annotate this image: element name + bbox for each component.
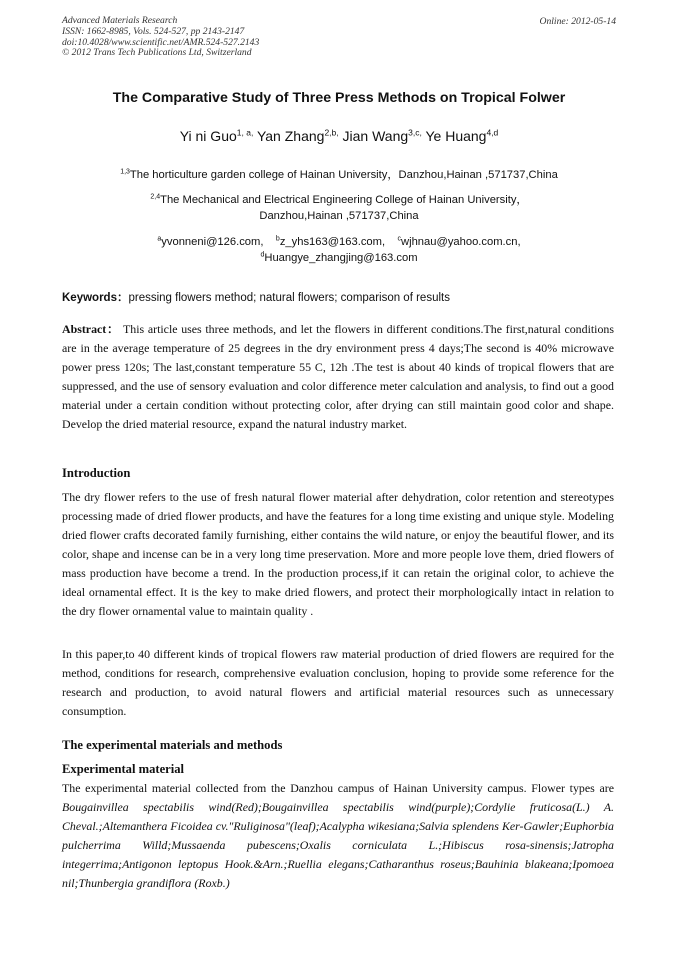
email-sup: b: [275, 235, 280, 243]
paper-title: The Comparative Study of Three Press Methods on Tropical Folwer: [112, 90, 566, 106]
email-sup: d: [260, 251, 265, 259]
author-sup: 4,d: [486, 127, 499, 138]
material-paragraph: [62, 779, 614, 893]
copyright-line: © 2012 Trans Tech Publications Ltd, Switzerland: [62, 47, 252, 59]
author-sup: 1, a,: [236, 127, 254, 138]
email-link[interactable]: yvonneni@126.com,: [161, 236, 264, 248]
email-sup: a: [157, 235, 162, 243]
material-text: The experimental material collected from the Danzhou campus of Hainan University campus. Flower types are: [62, 781, 614, 795]
affiliation-sup: 1,3: [120, 168, 130, 176]
author-name: Jian Wang: [342, 128, 409, 144]
keywords: [62, 289, 450, 305]
keywords-text: pressing flowers method; natural flowers; comparison of results: [128, 292, 450, 304]
author-sup: 2,b,: [324, 127, 339, 138]
journal-header: [62, 16, 259, 59]
author-sup: 3,c,: [408, 127, 422, 138]
journal-name: Advanced Materials Research: [62, 15, 178, 26]
affiliation-text-line2: Danzhou,Hainan ,571737,China: [259, 210, 419, 222]
species-list: Bougainvillea spectabilis wind(Red);Bougainvillea spectabilis wind(purple);Cordylie fruticosa(L.) A. Cheval.;Altemanthera Ficoidea cv."Ruliginosa"(leaf);Acalypha wikesiana;Salvia splendens Ker-Gawler;Euphorbia pulcherrima Willd;Mussaenda pubescens;Oxalis corniculata L.;Hibiscus rosa-sinensis;Jatropha integerrima;Antigonon leptopus Hook.&Arn.;Ruellia elegans;Catharanthus roseus;Bauhinia blakeana;Ipomoea nil;Thunbergia grandiflora (Roxb.): [62, 800, 614, 890]
subsection-heading-material: Experimental material: [62, 762, 185, 776]
affiliation-text: The Mechanical and Electrical Engineering College of Hainan University，: [160, 194, 528, 206]
online-date: Online: 2012-05-14: [539, 16, 616, 27]
author-list: [0, 128, 678, 144]
email-list: [0, 234, 678, 266]
issn-line: ISSN: 1662-8985, Vols. 524-527, pp 2143-2147: [62, 25, 245, 37]
email-link[interactable]: wjhnau@yahoo.com.cn,: [401, 236, 521, 248]
email-link[interactable]: Huangye_zhangjing@163.com: [264, 252, 418, 264]
section-heading-methods: The experimental materials and methods: [62, 738, 283, 752]
keywords-label: Keywords：: [62, 292, 129, 304]
affiliation-1: [0, 167, 678, 183]
introduction-paragraph-1: The dry flower refers to the use of fresh natural flower material after dehydration, color retention and stereotypes processing made of dried flower products, and have the features for a long time existing and unique style. Modeling dried flower crafts decorated family furnishing, either contains the wild nature, or enjoy the beautiful flower, and its color, shape and incense can be in a very long time preservation. More and more people love them, dried flowers of mass production have become a trend. In the production process,if it can retain the original color, to achieve the ideal ornamental effect. It is the key to make dried flowers, and protect their morphologically intact in relation to the dry flower ornamental value to maintain quality .: [62, 490, 614, 618]
affiliation-2: [0, 192, 678, 224]
abstract-label: Abstract：: [62, 322, 120, 336]
section-heading-introduction: Introduction: [62, 466, 131, 480]
doi-line: doi:10.4028/www.scientific.net/AMR.524-527.2143: [62, 36, 260, 48]
email-link[interactable]: z_yhs163@163.com,: [279, 236, 386, 248]
affiliation-sup: 2,4: [150, 193, 161, 201]
author-name: Yi ni Guo: [179, 128, 237, 144]
abstract: [62, 320, 614, 434]
author-name: Yan Zhang: [256, 128, 325, 144]
abstract-text: This article uses three methods, and let the flowers in different conditions.The first,natural conditions are in the average temperature of 25 degrees in the dry environment press 4 days;The second is 40% microwave power press 120s; The last,constant temperature 55 C, 12h .The test is about 40 kinds of tropical flowers that are suppressed, and the use of sensory evaluation and color difference meter calculation and analysis, to find out a good material under a certain condition without protecting color, after drying can still maintain good color and shape. Develop the dried material resource, expand the natural industry market.: [62, 322, 615, 431]
introduction-paragraph-2: In this paper,to 40 different kinds of tropical flowers raw material production of dried flowers are required for the method, conditions for research, comprehensive evaluation conclusion, hoping to provide some reference for the research and production, to avoid natural flowers and artificial material resources such as unnecessary consumption.: [62, 647, 614, 718]
author-name: Ye Huang: [425, 128, 487, 144]
email-sup: c: [397, 235, 402, 243]
affiliation-text: The horticulture garden college of Hainan University，Danzhou,Hainan ,571737,China: [129, 169, 558, 181]
